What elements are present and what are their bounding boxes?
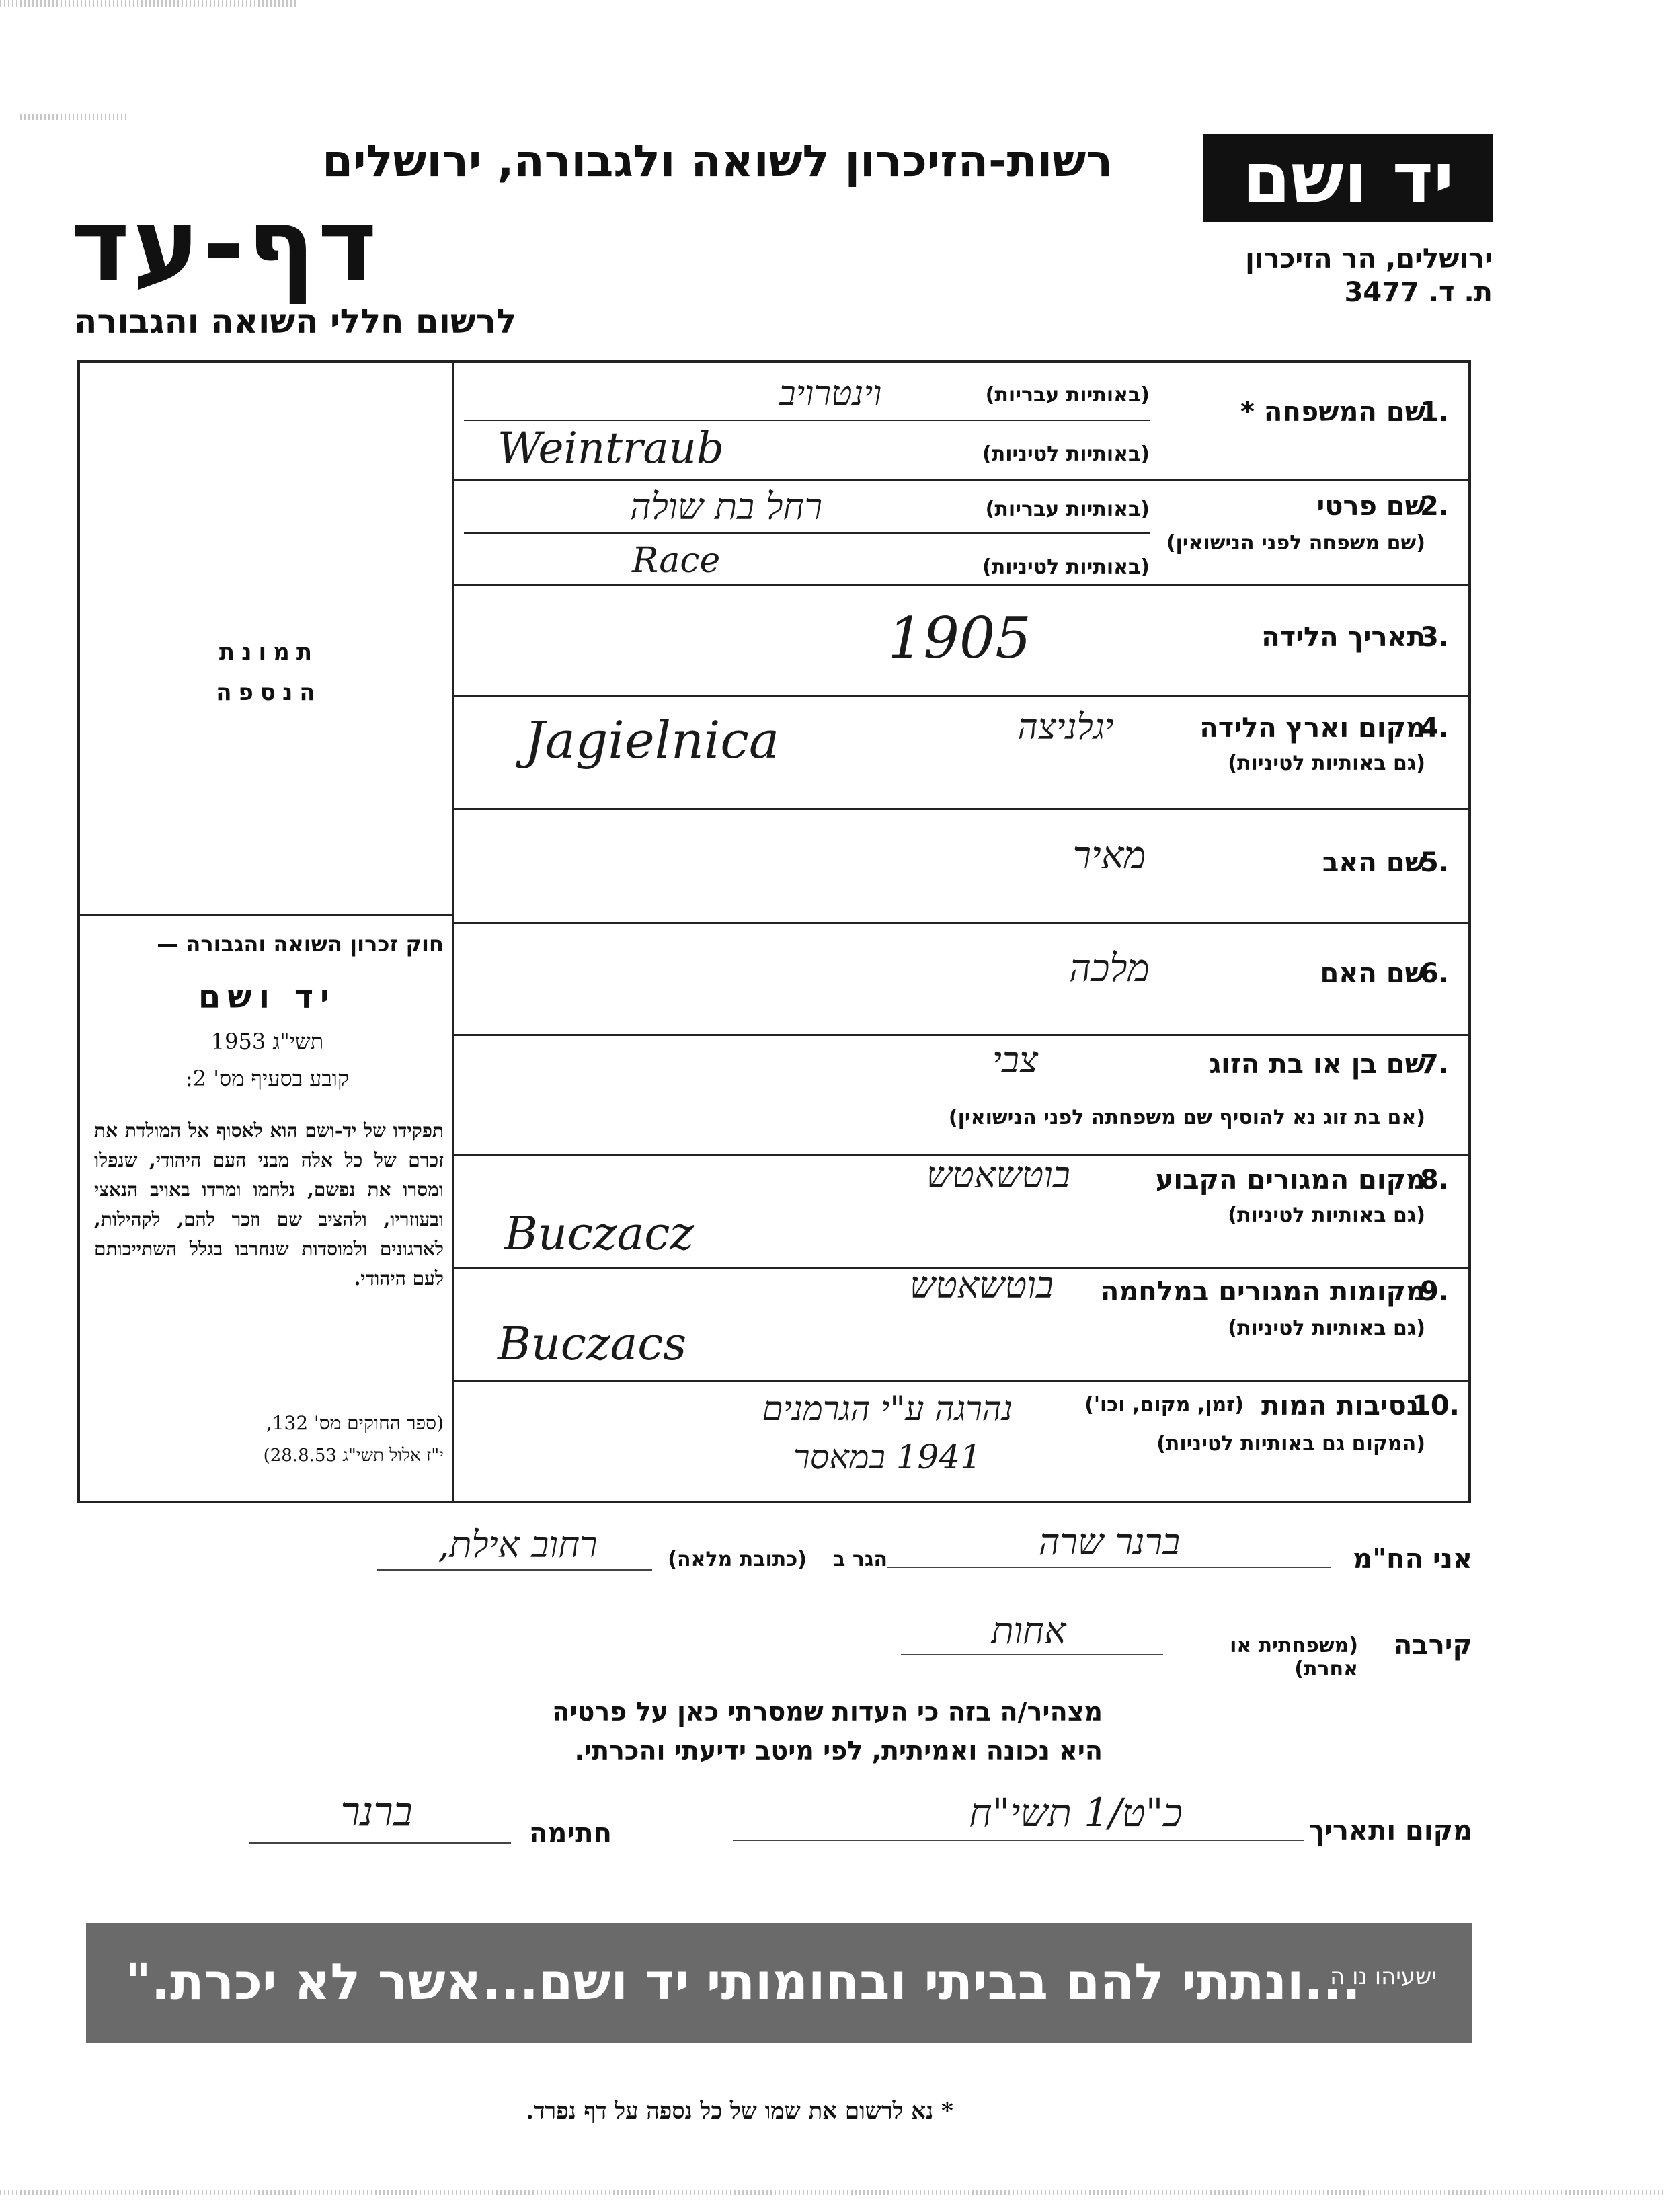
law-ref-1: (ספר החוקים מס' 132,: [266, 1412, 444, 1434]
scan-noise-left: [20, 114, 128, 120]
field2-sub: (שם משפחה לפני הנישואין): [1166, 531, 1425, 555]
field8-sub: (גם באותיות לטיניות): [1228, 1203, 1425, 1227]
field10-value-line2: 1941 במאסר: [793, 1437, 982, 1476]
declarant-value: ברנר שרה: [1038, 1521, 1181, 1563]
place-date-value: כ"ט/1 תשי"ח: [969, 1790, 1183, 1835]
photo-label-1: תמונת: [219, 639, 319, 666]
field3-value: 1905: [887, 605, 1031, 671]
field5-label: שם האב: [1322, 847, 1425, 878]
field8-value-hebrew: בוטשאטש: [926, 1154, 1070, 1196]
relation-label: קירבה: [1393, 1630, 1472, 1661]
field3-number: 3.: [1420, 622, 1450, 653]
row-sep-5: [454, 922, 1468, 924]
frame-right: [1468, 360, 1471, 1503]
field8-number: 8.: [1420, 1164, 1450, 1195]
footnote: * נא לרשום את שמו של כל נספה על דף נפרד.: [526, 2098, 953, 2125]
row-sep-3: [454, 695, 1468, 697]
field7-value: צבי: [992, 1039, 1039, 1081]
field9-value-hebrew: בוטשאטש: [910, 1264, 1054, 1306]
field6-value: מלכה: [1069, 947, 1150, 990]
signature-label: חתימה: [528, 1818, 612, 1849]
field9-value-latin: Buczacs: [498, 1318, 687, 1371]
field2-label: שם פרטי: [1316, 491, 1425, 522]
row-sep-4: [454, 808, 1468, 810]
relation-hint: (משפחתית או אחרת): [1230, 1634, 1358, 1681]
field10-label: נסיבות המות: [1261, 1390, 1419, 1421]
field3-label: תאריך הלידה: [1261, 622, 1425, 653]
field10-value-line1: נהרגה ע"י הגרמנים: [762, 1389, 1013, 1428]
law-body: תפקידו של יד-ושם הוא לאסוף אל המולדת את זכרם של כל אלה מבני העם היהודי, שנפלו ומסרו את נפשם, נלחמו ומרדו באויב הנאצי ובעוזריו, ולהציב שם וזכר להם, לקהילות, לארגונים ולמוסדות שנחרבו בגלל השתייכותם לעם היהודי.: [94, 1119, 444, 1290]
lives-label: הגר ב: [833, 1548, 887, 1571]
field5-number: 5.: [1420, 847, 1450, 878]
law-title: חוק זכרון השואה והגבורה —: [157, 931, 444, 957]
yad-vashem-logo: יד ושם: [1203, 134, 1493, 222]
relation-value: אחות: [991, 1610, 1066, 1652]
statement-line-1: מצהיר/ה בזה כי העדות שמסרתי כאן על פרטיה: [552, 1697, 1103, 1727]
quote-source: ישעיהו נו ה: [1330, 1963, 1437, 1990]
frame-column-divider: [452, 360, 454, 1503]
form-subtitle: לרשום חללי השואה והגבורה: [74, 302, 517, 341]
field8-label: מקום המגורים הקבוע: [1155, 1164, 1425, 1195]
row-sep-6: [454, 1034, 1468, 1036]
row-sep-1: [454, 479, 1468, 481]
field6-label: שם האם: [1320, 958, 1425, 989]
field1-hint-hebrew: (באותיות עבריות): [985, 383, 1150, 407]
frame-top: [77, 360, 1470, 363]
place-date-label: מקום ותאריך: [1308, 1815, 1472, 1846]
address-hint: (כתובת מלאה): [668, 1548, 807, 1571]
address-line2: ת. ד. 3477: [1344, 277, 1493, 308]
address-line1: ירושלים, הר הזיכרון: [1245, 243, 1493, 274]
field4-number: 4.: [1420, 713, 1450, 744]
field1-value-latin: Weintraub: [498, 424, 724, 473]
statement-line-2: היא נכונה ואמיתית, לפי מיטב ידיעתי והכרתי.: [574, 1736, 1103, 1766]
scan-noise-top: [0, 0, 296, 7]
field4-value-hebrew: יגלניצה: [1017, 707, 1114, 748]
field1-number: 1.: [1420, 397, 1450, 428]
address-value: רחוב אילת,: [438, 1524, 598, 1566]
field5-value: מאיר: [1072, 834, 1146, 877]
quote-text: ...ונתתי להם בביתי ובחומותי יד ושם...אשר לא יכרת.": [125, 1953, 1361, 2011]
field10-sub: (המקום גם באותיות לטיניות): [1156, 1432, 1425, 1456]
field4-sub: (גם באותיות לטיניות): [1228, 752, 1425, 775]
frame-left: [77, 360, 80, 1503]
field1-hint-latin: (באותיות לטיניות): [982, 442, 1150, 466]
field6-number: 6.: [1420, 958, 1450, 989]
org-title: רשות-הזיכרון לשואה ולגבורה, ירושלים: [322, 135, 1113, 187]
photo-law-divider: [77, 914, 454, 916]
row-sep-2: [454, 584, 1468, 586]
signature-value: ברנר: [340, 1788, 413, 1835]
field2-hint-latin: (באותיות לטיניות): [982, 555, 1150, 579]
field9-sub: (גם באותיות לטיניות): [1228, 1316, 1425, 1340]
field2-hint-hebrew: (באותיות עבריות): [985, 498, 1150, 521]
field9-label: מקומות המגורים במלחמה: [1100, 1276, 1425, 1307]
field2-value-hebrew: רחל בת שולה: [630, 485, 822, 528]
row2-mid-line: [464, 532, 1150, 534]
field2-value-latin: Race: [632, 541, 721, 581]
field9-number: 9.: [1420, 1276, 1450, 1307]
field4-value-latin: Jagielnica: [524, 710, 780, 770]
field10-number: 10.: [1412, 1390, 1460, 1421]
law-name: יד ושם: [198, 978, 337, 1016]
field1-label: שם המשפחה *: [1240, 397, 1425, 428]
field4-label: מקום וארץ הלידה: [1199, 713, 1425, 744]
law-clause: קובע בסעיף מס' 2:: [185, 1066, 350, 1091]
field2-number: 2.: [1420, 491, 1450, 522]
frame-bottom: [77, 1501, 1470, 1503]
field1-value-hebrew: וינטרויב: [779, 374, 882, 414]
declarant-label: אני הח"מ: [1353, 1544, 1472, 1575]
row1-mid-line: [464, 420, 1150, 421]
field7-number: 7.: [1420, 1049, 1450, 1080]
field8-value-latin: Buczacz: [504, 1208, 695, 1261]
law-ref-2: י"ז אלול תשי"ג 28.8.53): [263, 1446, 444, 1466]
row-sep-9: [454, 1380, 1468, 1382]
field10-label-hint: (זמן, מקום, וכו'): [1084, 1393, 1244, 1417]
signature-line: [249, 1842, 511, 1844]
photo-label-2: הנספה: [216, 679, 322, 706]
field7-label: שם בן או בת הזוג: [1209, 1049, 1425, 1080]
field7-sub: (אם בת זוג נא להוסיף שם משפחתה לפני הנישואין): [948, 1106, 1425, 1130]
law-year: תשי"ג 1953: [210, 1029, 324, 1054]
scan-noise-bottom: [0, 2190, 1664, 2195]
form-title: דף-עד: [71, 187, 380, 304]
